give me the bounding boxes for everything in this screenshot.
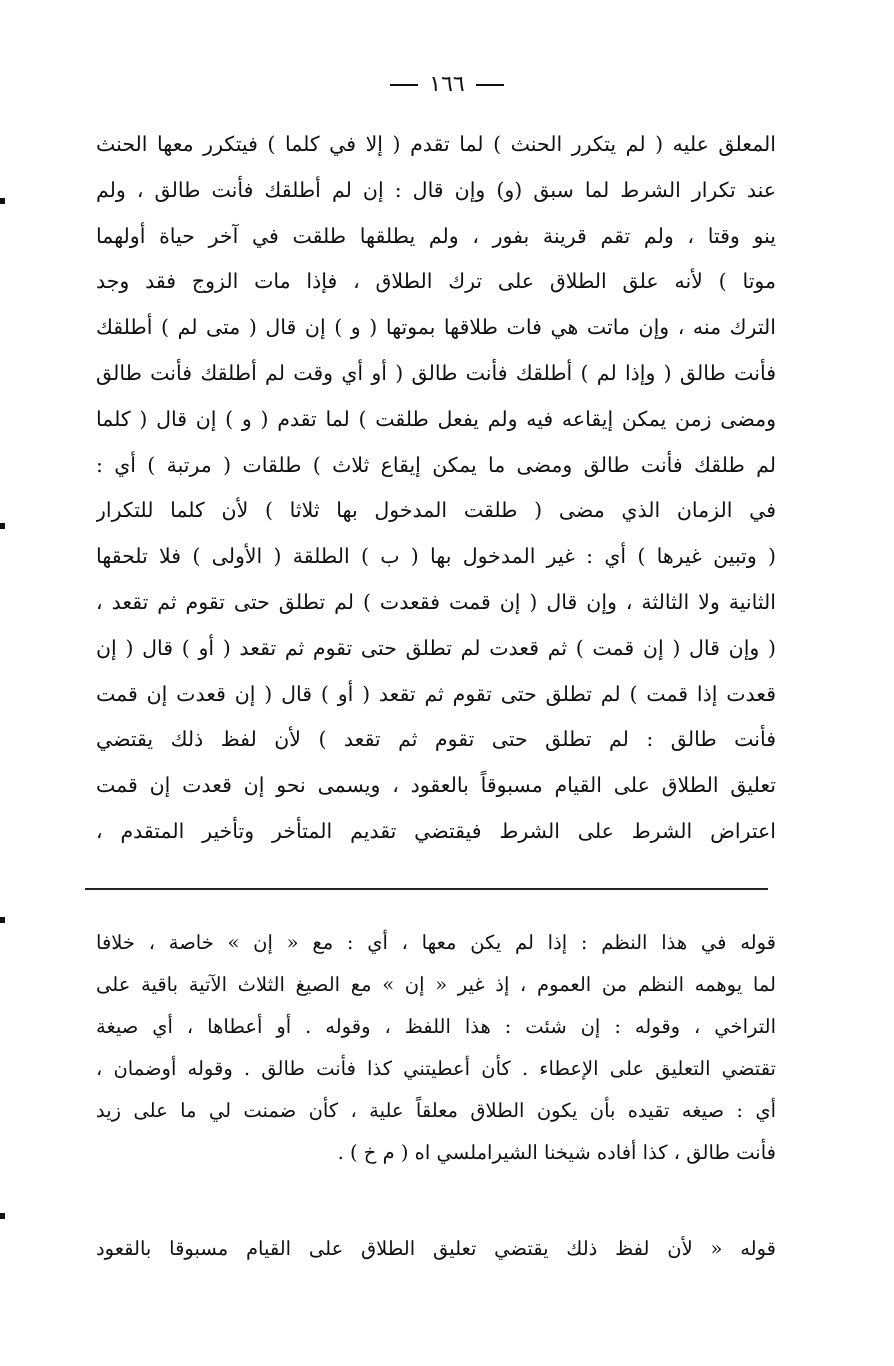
main-body-text [96, 122, 776, 855]
margin-mark [0, 523, 5, 529]
footnote-line: أي : صيغه تقيده بأن يكون الطلاق معلقاً علية ، كأن ضمنت لي ما على زيد [96, 1099, 776, 1122]
page-number: ١٦٦ [429, 72, 465, 97]
body-line: ( وتبين غيرها ) أي : غير المدخول بها ( ب ) الطلقة ( الأولى ) فلا تلحقها [96, 544, 776, 569]
body-line: الثانية ولا الثالثة ، وإن قال ( إن قمت فقعدت ) لم تطلق حتى تقوم ثم تقعد ، [96, 589, 776, 614]
footnote-line: تقتضي التعليق على الإعطاء . كأن أعطيتني كذا فأنت طالق . وقوله أوضمان ، [96, 1057, 776, 1080]
footnote-line: التراخي ، وقوله : إن شئت : هذا اللفظ ، وقوله . أو أعطاها ، أي صيغة [96, 1015, 776, 1038]
body-line: ( وإن قال ( إن قمت ) ثم قعدت لم تطلق حتى تقوم ثم تقعد ( أو ) قال ( إن [96, 635, 776, 660]
footnote-2 [96, 1228, 776, 1270]
body-line: الترك منه ، وإن ماتت هي فات طلاقها بموتها ( و ) إن قال ( متى لم ) أطلقك [96, 315, 776, 340]
header-dash-right [476, 84, 504, 86]
margin-mark [0, 198, 5, 204]
footnote-separator [85, 888, 768, 890]
margin-mark [0, 1213, 5, 1219]
body-line: فأنت طالق ( وإذا لم ) أطلقك فأنت طالق ( أو أي وقت لم أطلقك فأنت طالق [96, 360, 776, 385]
footnote-line: قوله « لأن لفظ ذلك يقتضي تعليق الطلاق على القيام مسبوقا بالقعود [96, 1237, 776, 1260]
body-line: في الزمان الذي مضى ( طلقت المدخول بها ثلاثا ) لأن كلما للتكرار [96, 498, 776, 523]
body-line: قعدت إذا قمت ) لم تطلق حتى تقوم ثم تقعد ( أو ) قال ( إن قعدت إن قمت [96, 681, 776, 706]
body-line: المعلق عليه ( لم يتكرر الحنث ) لما تقدم ( إلا في كلما ) فيتكرر معها الحنث [96, 132, 776, 156]
footnote-1 [96, 922, 776, 1174]
body-line: موتا ) لأنه علق الطلاق على ترك الطلاق ، فإذا مات الزوج فقد وجد [96, 269, 776, 294]
body-line: فأنت طالق : لم تطلق حتى تقوم ثم تقعد ) لأن لفظ ذلك يقتضي [96, 727, 776, 752]
body-line: ومضى زمن يمكن إيقاعه فيه ولم يفعل طلقت ) لما تقدم ( و ) إن قال ( كلما [96, 406, 776, 431]
page-header [0, 70, 894, 100]
footnote-line: قوله في هذا النظم : إذا لم يكن معها ، أي : مع « إن » خاصة ، خلافا [96, 931, 776, 954]
body-line: لم طلقك فأنت طالق ومضى ما يمكن إيقاع ثلاث ) طلقات ( مرتبة ) أي : [96, 452, 776, 477]
margin-mark [0, 917, 5, 923]
header-dash-left [390, 84, 418, 86]
footnote-line: فأنت طالق ، كذا أفاده شيخنا الشيراملسي اه ( م خ ) . [337, 1141, 776, 1164]
body-line: اعتراض الشرط على الشرط فيقتضي تقديم المتأخر وتأخير المتقدم ، [96, 818, 776, 843]
body-line: عند تكرار الشرط لما سبق (و) وإن قال : إن لم أطلقك فأنت طالق ، ولم [96, 177, 776, 202]
footnote-line: لما يوهمه النظم من العموم ، إذ غير « إن » مع الصيغ الثلاث الآتية باقية على [96, 973, 776, 996]
body-line: تعليق الطلاق على القيام مسبوقاً بالعقود ، ويسمى نحو إن قعدت إن قمت [96, 773, 776, 798]
body-line: ينو وقتا ، ولم تقم قرينة بفور ، ولم يطلقها طلقت في آخر حياة أولهما [96, 223, 776, 248]
